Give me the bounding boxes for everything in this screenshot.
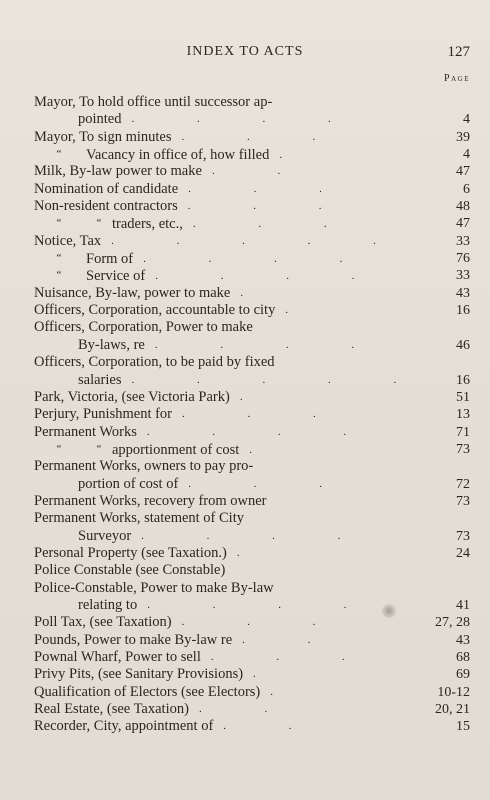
entry-text: Perjury, Punishment for [34,406,173,423]
entry-text: Permanent Works, statement of City [34,510,244,527]
index-entry [34,129,470,146]
index-entry [34,632,470,649]
leader-dots: . . [198,703,298,716]
entry-page-ref: 13 [456,407,470,423]
entry-text: Personal Property (see Taxation.) [34,544,227,561]
leader-dots: . . . . [131,113,361,126]
entry-page-ref: 73 [456,441,470,457]
index-entry [34,666,470,683]
leader-dots: . . . [181,130,346,143]
index-entry [34,406,470,423]
entry-page-ref: 68 [456,650,470,665]
entry-text: Surveyor [78,527,132,544]
entry-page-ref: 76 [456,251,470,267]
entry-page-ref: 72 [456,476,470,492]
index-entry [34,441,470,458]
index-entry [34,424,470,441]
entry-text: Pownal Wharf, Power to sell [34,649,201,665]
entry-page-ref: 69 [456,667,470,683]
leader-dots: . [249,443,283,456]
page-number: 127 [447,44,470,60]
entry-text: Nomination of candidate [34,180,179,197]
entry-text: Form of [86,251,134,268]
entry-page-ref: 41 [456,597,470,613]
index-entry [34,580,470,615]
entry-text: Poll Tax, (see Taxation) [34,614,172,631]
entry-line [34,319,470,336]
entry-line [34,510,470,527]
entry-text: By-laws, re [78,336,145,353]
leader-dots: . [285,304,319,317]
entry-text: Notice, Tax [34,232,102,249]
entry-page-ref: 10-12 [437,684,470,700]
leader-dots: . [240,286,274,299]
entry-page-ref: 51 [456,389,470,405]
index-entry [34,510,470,545]
page-title: INDEX TO ACTS [186,44,304,59]
entry-page-ref: 47 [456,164,470,180]
entry-text: Vacancy in office of, how filled [86,147,270,164]
entry-text: relating to [78,596,138,613]
entry-page-ref: 46 [456,337,470,353]
entry-line [34,354,470,371]
leader-dots: . . . . [147,598,377,611]
entry-text: Mayor, To sign minutes [34,128,172,145]
entry-page-ref: 47 [456,216,470,232]
index-entry [34,614,470,631]
entry-text: portion of cost of [78,475,179,492]
index-entry [34,250,470,267]
index-entry [34,233,470,250]
index-entry [34,545,470,562]
entry-text: Real Estate, (see Taxation) [34,701,189,718]
entry-text: Park, Victoria, (see Victoria Park) [34,388,230,405]
entry-text: traders, etc., [112,216,183,233]
index-entry [34,458,470,493]
entry-page-ref: 73 [456,493,470,509]
entry-page-ref: 43 [456,285,470,301]
entry-line [34,562,470,579]
entry-line [34,458,470,475]
entry-text: apportionment of cost [112,441,240,458]
entry-page-ref: 6 [463,181,470,197]
ditto-mark: “ [56,442,62,455]
leader-dots: . . [211,165,311,178]
entry-text: Recorder, City, appointment of [34,718,214,735]
entry-page-ref: 43 [456,632,470,648]
index-entry [34,285,470,302]
entry-page-ref: 73 [456,528,470,544]
entry-page-ref: 15 [456,719,470,735]
index-entry [34,649,470,666]
entry-page-ref: 24 [456,545,470,561]
index-entry [34,701,470,718]
entry-page-ref: 39 [456,129,470,145]
leader-dots: . [253,668,286,681]
leader-dots: . . . . . [131,373,427,386]
entry-text: Mayor, To hold office until successor ap- [34,94,273,110]
leader-dots: . . . [187,200,352,213]
entry-text: Officers, Corporation, Power to make [34,319,253,336]
leader-dots: . . . [182,408,346,421]
running-header [0,44,490,66]
entry-text: Permanent Works, owners to pay pro- [34,458,254,475]
entry-page-ref: 16 [456,303,470,319]
entry-text: Service of [86,268,146,285]
index-entry [34,302,470,319]
entry-page-ref: 4 [463,147,470,163]
entry-text: Non-resident contractors [34,198,178,215]
page-column-label: Page [444,73,470,84]
leader-dots: . . [242,633,341,646]
entry-text: Privy Pits, (see Sanitary Provisions) [34,666,244,683]
entry-text: salaries [78,371,122,388]
entry-text: Permanent Works, recovery from owner [34,492,267,509]
leader-dots: . . . [210,651,375,663]
index-entry [34,718,470,735]
entry-text: Officers, Corporation, to be paid by fixed [34,354,275,371]
entry-text: Milk, By-law power to make [34,163,202,180]
index-entry [34,146,470,163]
index-entry [34,684,470,701]
leader-dots: . [279,149,313,162]
leader-dots: . [239,390,273,403]
ditto-mark: “ [56,217,62,230]
index-entry [34,94,470,129]
entry-page-ref: 48 [456,199,470,215]
index-entry [34,181,470,198]
entry-page-ref: 20, 21 [435,702,470,718]
index-entry [34,562,470,579]
index-entry [34,198,470,215]
ditto-mark: “ [56,148,62,161]
entry-text: Pounds, Power to make By-law re [34,631,233,648]
entry-page-ref: 33 [456,268,470,284]
index-entry [34,319,470,354]
paper-stain [382,604,396,618]
index-entry [34,389,470,406]
entry-page-ref: 27, 28 [435,615,470,631]
leader-dots: . [236,546,270,559]
ditto-mark: “ [56,269,62,282]
entry-page-ref: 4 [463,112,470,128]
ditto-mark: “ [56,252,62,265]
leader-dots: . . . [188,477,353,490]
entry-text: Nuisance, By-law, power to make [34,284,231,301]
entry-text: pointed [78,111,122,128]
entry-text: Qualification of Electors (see Electors) [34,683,261,700]
ditto-mark: “ [96,217,102,230]
entry-text: Police-Constable, Power to make By-law [34,579,274,596]
leader-dots: . . . . [155,270,385,283]
leader-dots: . . . . [154,338,385,351]
leader-dots: . . . [192,218,357,231]
index-entry [34,215,470,232]
index-entry [34,493,470,510]
leader-dots: . . . [188,182,352,195]
entry-text: Police Constable (see Constable) [34,562,226,579]
entry-page-ref: 71 [456,424,470,440]
index-entry [34,354,470,389]
ditto-mark: “ [96,442,102,455]
leader-dots: . . . [181,616,346,629]
leader-dots: . [270,685,304,698]
index-entries [34,94,470,736]
entry-page-ref: 16 [456,372,470,388]
entry-page-ref: 33 [456,233,470,249]
index-entry [34,267,470,284]
leader-dots: . . . . [146,425,377,438]
entry-line [34,94,470,111]
leader-dots: . . . . [141,529,371,542]
leader-dots: . . . . . [111,234,406,247]
index-entry [34,163,470,180]
leader-dots: . . [223,720,322,733]
entry-text: Officers, Corporation, accountable to city [34,302,276,319]
entry-text: Permanent Works [34,423,137,440]
leader-dots: . . . . [143,253,373,266]
entry-line [34,580,470,597]
